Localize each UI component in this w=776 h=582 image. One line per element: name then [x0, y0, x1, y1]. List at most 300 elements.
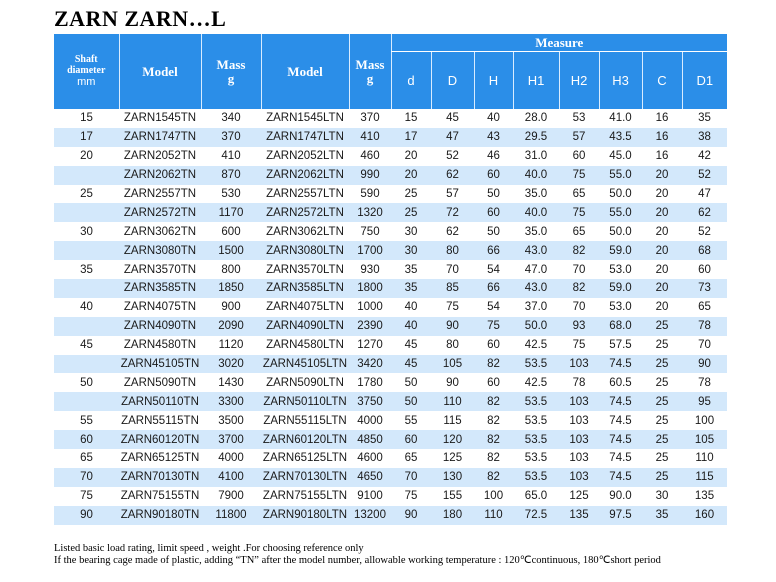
- cell-d: 65: [404, 452, 418, 465]
- cell-h1: 53.5: [513, 392, 559, 411]
- footnotes: [54, 543, 661, 567]
- cell-shaft-diameter: 20: [80, 150, 93, 163]
- cell-h1: 72.5: [513, 506, 559, 525]
- cell-d: 110: [431, 392, 474, 411]
- cell-h: 60: [487, 339, 500, 352]
- cell-mass-l: 4000: [357, 414, 383, 427]
- cell-h3: 74.5: [609, 414, 632, 427]
- cell-mass-l: 9100: [357, 490, 383, 503]
- cell-h: 82: [487, 414, 500, 427]
- cell-h1: 35.0: [524, 225, 548, 238]
- cell-h2: 65: [572, 225, 586, 238]
- table-row: [54, 468, 727, 487]
- header-mass-unit: g: [227, 70, 235, 86]
- cell-d: 180: [431, 506, 474, 525]
- cell-mass: 800: [221, 263, 241, 276]
- header-dim-h3: H3: [599, 52, 642, 110]
- cell-d: 50: [404, 376, 418, 389]
- cell-mass: 530: [221, 188, 241, 200]
- cell-h2: 125: [569, 490, 589, 503]
- cell-h3: 45.0: [609, 150, 632, 163]
- cell-h: 60: [474, 203, 513, 222]
- table-row: [54, 317, 727, 336]
- cell-model: ZARN3570TN: [123, 263, 197, 276]
- cell-h2: 103: [559, 355, 599, 374]
- table-header: [54, 34, 727, 109]
- cell-model-l: ZARN4075LTN: [266, 301, 344, 314]
- cell-mass-l: 1700: [349, 241, 391, 260]
- cell-mass: 1500: [201, 241, 261, 260]
- cell-h1: 53.5: [513, 430, 559, 449]
- table-row: [54, 487, 727, 506]
- cell-h2: 103: [569, 414, 589, 427]
- cell-model: ZARN70130TN: [119, 468, 201, 487]
- cell-d1: 47: [698, 188, 711, 200]
- table-row: [54, 260, 727, 279]
- cell-h2: 78: [572, 376, 586, 389]
- header-shaft-diameter: [54, 34, 119, 109]
- table-row: [54, 373, 727, 392]
- cell-h: 50: [487, 225, 500, 238]
- cell-h: 46: [487, 150, 500, 163]
- table-row: [54, 411, 727, 430]
- cell-h3: 50.0: [609, 188, 632, 200]
- cell-h3: 74.5: [609, 452, 632, 465]
- cell-shaft-diameter: 70: [54, 468, 119, 487]
- cell-mass-l: 13200: [349, 506, 391, 525]
- cell-d1: 52: [698, 225, 711, 238]
- cell-d: 62: [446, 225, 459, 238]
- cell-mass-l: 590: [360, 188, 380, 200]
- cell-h3: 90.0: [609, 490, 632, 503]
- header-shaft-line2: diameter: [67, 65, 106, 76]
- cell-model-l: ZARN2557LTN: [266, 188, 344, 200]
- cell-d1: 160: [682, 506, 727, 525]
- cell-h3: 68.0: [599, 317, 642, 336]
- cell-h2: 70: [572, 263, 586, 276]
- cell-model-l: ZARN70130LTN: [261, 468, 349, 487]
- cell-mass-l: 3750: [349, 392, 391, 411]
- cell-h1: 37.0: [524, 301, 548, 314]
- cell-h2: 103: [559, 430, 599, 449]
- cell-d: 47: [431, 128, 474, 147]
- cell-d: 90: [446, 376, 459, 389]
- cell-h: 40: [487, 112, 500, 125]
- cell-d: 70: [446, 263, 459, 276]
- cell-d1: 95: [682, 392, 727, 411]
- cell-mass-l: 4600: [357, 452, 383, 465]
- cell-mass-l: 460: [360, 150, 380, 163]
- cell-mass: 4100: [201, 468, 261, 487]
- cell-h: 110: [474, 506, 513, 525]
- cell-h1: 29.5: [513, 128, 559, 147]
- cell-shaft-diameter: [54, 317, 119, 336]
- cell-mass: 1120: [218, 339, 244, 352]
- cell-h3: 41.0: [609, 112, 632, 125]
- cell-h2: 82: [559, 279, 599, 298]
- cell-shaft-diameter: [54, 203, 119, 222]
- cell-mass: 1170: [201, 203, 261, 222]
- cell-h2: 103: [559, 392, 599, 411]
- header-dim-c: C: [642, 52, 682, 110]
- cell-d: 45: [404, 339, 418, 352]
- cell-c: 25: [642, 468, 682, 487]
- cell-d: 85: [431, 279, 474, 298]
- cell-d1: 38: [682, 128, 727, 147]
- table-row: [54, 241, 727, 260]
- cell-mass-l: 990: [349, 166, 391, 185]
- cell-model: ZARN65125TN: [120, 452, 200, 465]
- cell-d1: 78: [698, 376, 711, 389]
- cell-shaft-diameter: 35: [80, 263, 93, 276]
- cell-d: 155: [442, 490, 463, 503]
- cell-h2: 135: [559, 506, 599, 525]
- cell-d: 40: [404, 301, 418, 314]
- cell-model-l: ZARN75155LTN: [262, 490, 348, 503]
- header-dim-h1: H1: [513, 52, 559, 110]
- cell-shaft-diameter: 30: [80, 225, 93, 238]
- cell-model-l: ZARN3080LTN: [261, 241, 349, 260]
- cell-h3: 60.5: [609, 376, 632, 389]
- cell-shaft-diameter: 65: [80, 452, 93, 465]
- cell-model-l: ZARN3585LTN: [261, 279, 349, 298]
- header-dim-h2: H2: [559, 52, 599, 110]
- table-row: [54, 203, 727, 222]
- cell-d: 20: [404, 150, 418, 163]
- cell-c: 25: [655, 414, 669, 427]
- table-row: [54, 166, 727, 185]
- cell-h2: 103: [569, 452, 589, 465]
- cell-d: 25: [391, 203, 431, 222]
- cell-d: 25: [404, 188, 418, 200]
- cell-h: 82: [474, 468, 513, 487]
- cell-mass-l: 1800: [349, 279, 391, 298]
- header-mass-label: Mass: [216, 56, 246, 72]
- cell-mass: 340: [221, 112, 241, 125]
- cell-mass-l: 4650: [349, 468, 391, 487]
- cell-d: 72: [431, 203, 474, 222]
- cell-d: 80: [446, 339, 459, 352]
- cell-c: 20: [642, 166, 682, 185]
- cell-c: 16: [655, 112, 669, 125]
- cell-model: ZARN3585TN: [119, 279, 201, 298]
- header-dim-d: D: [431, 52, 474, 110]
- cell-h: 54: [487, 301, 500, 314]
- header-shaft-line1: Shaft: [74, 54, 98, 65]
- cell-d: 20: [391, 166, 431, 185]
- cell-mass-l: 2390: [349, 317, 391, 336]
- cell-h: 43: [474, 128, 513, 147]
- cell-mass: 900: [221, 301, 241, 314]
- cell-model-l: ZARN4090LTN: [261, 317, 349, 336]
- cell-h2: 93: [559, 317, 599, 336]
- cell-d: 115: [443, 414, 462, 427]
- footnote-load-rating: Listed basic load rating, limit speed , weight .For choosing reference only: [54, 543, 364, 554]
- cell-d: 17: [391, 128, 431, 147]
- cell-d1: 115: [682, 468, 727, 487]
- cell-c: 20: [642, 241, 682, 260]
- cell-mass: 3300: [201, 392, 261, 411]
- cell-h: 54: [487, 263, 500, 276]
- header-mass: [201, 34, 261, 109]
- cell-h: 50: [487, 188, 500, 200]
- cell-c: 20: [655, 301, 669, 314]
- cell-h2: 53: [572, 112, 586, 125]
- cell-model-l: ZARN1545LTN: [266, 112, 344, 125]
- cell-d: 45: [446, 112, 459, 125]
- cell-c: 25: [642, 430, 682, 449]
- cell-mass: 2090: [201, 317, 261, 336]
- cell-model-l: ZARN90180LTN: [261, 506, 349, 525]
- cell-h3: 74.5: [599, 468, 642, 487]
- cell-mass: 410: [221, 150, 241, 163]
- cell-h3: 74.5: [599, 392, 642, 411]
- cell-d: 130: [431, 468, 474, 487]
- cell-mass-l: 930: [360, 263, 380, 276]
- cell-model: ZARN3062TN: [123, 225, 197, 238]
- header-model: Model: [119, 34, 201, 109]
- cell-h1: 65.0: [524, 490, 548, 503]
- cell-h1: 43.0: [513, 241, 559, 260]
- cell-d: 50: [391, 392, 431, 411]
- cell-d1: 135: [694, 490, 715, 503]
- cell-mass-l: 1320: [349, 203, 391, 222]
- cell-h2: 60: [572, 150, 586, 163]
- cell-h1: 53.5: [524, 452, 548, 465]
- cell-h2: 75: [572, 339, 586, 352]
- cell-mass: 1850: [201, 279, 261, 298]
- cell-model: ZARN4580TN: [123, 339, 197, 352]
- cell-model: ZARN2062TN: [119, 166, 201, 185]
- cell-shaft-diameter: 75: [80, 490, 93, 503]
- cell-mass-l: 410: [349, 128, 391, 147]
- cell-d1: 68: [682, 241, 727, 260]
- cell-h: 82: [487, 452, 500, 465]
- cell-h3: 57.5: [609, 339, 632, 352]
- cell-shaft-diameter: [54, 355, 119, 374]
- cell-h3: 74.5: [599, 430, 642, 449]
- table-body: [54, 109, 727, 525]
- cell-d: 45: [391, 355, 431, 374]
- cell-c: 25: [642, 392, 682, 411]
- cell-h: 60: [474, 166, 513, 185]
- cell-mass-l: 1000: [357, 301, 383, 314]
- cell-model-l: ZARN50110LTN: [261, 392, 349, 411]
- cell-c: 20: [642, 203, 682, 222]
- cell-shaft-diameter: 55: [80, 414, 93, 427]
- cell-d: 52: [446, 150, 459, 163]
- cell-mass-l: 4850: [349, 430, 391, 449]
- cell-d1: 100: [694, 414, 715, 427]
- cell-mass: 870: [201, 166, 261, 185]
- cell-mass-l: 1270: [357, 339, 383, 352]
- cell-h2: 70: [572, 301, 586, 314]
- table-row: [54, 336, 727, 355]
- cell-shaft-diameter: [54, 166, 119, 185]
- cell-c: 20: [655, 188, 669, 200]
- cell-h: 82: [474, 430, 513, 449]
- cell-h1: 53.5: [513, 355, 559, 374]
- cell-h2: 75: [559, 166, 599, 185]
- cell-h: 82: [474, 392, 513, 411]
- table-row: [54, 298, 727, 317]
- cell-h3: 53.0: [609, 263, 632, 276]
- table-row: [54, 279, 727, 298]
- cell-mass: 1430: [218, 376, 244, 389]
- cell-mass: 370: [201, 128, 261, 147]
- header-dim-h: H: [474, 52, 513, 110]
- cell-model: ZARN4090TN: [119, 317, 201, 336]
- cell-d1: 78: [682, 317, 727, 336]
- cell-mass: 7900: [218, 490, 244, 503]
- table-row: [54, 109, 727, 128]
- cell-h2: 57: [559, 128, 599, 147]
- cell-d1: 65: [698, 301, 711, 314]
- cell-shaft-diameter: [54, 279, 119, 298]
- cell-shaft-diameter: 40: [80, 301, 93, 314]
- header-mass-l-unit: g: [366, 70, 374, 86]
- cell-mass: 3020: [201, 355, 261, 374]
- cell-mass-l: 1780: [357, 376, 383, 389]
- cell-shaft-diameter: [54, 241, 119, 260]
- cell-d: 75: [446, 301, 459, 314]
- cell-h3: 97.5: [599, 506, 642, 525]
- page-title: ZARN ZARN…L: [54, 6, 227, 31]
- cell-d: 15: [404, 112, 418, 125]
- cell-h3: 43.5: [599, 128, 642, 147]
- cell-c: 25: [655, 452, 669, 465]
- cell-h2: 75: [559, 203, 599, 222]
- cell-d: 120: [431, 430, 474, 449]
- cell-d1: 73: [682, 279, 727, 298]
- cell-mass-l: 750: [360, 225, 380, 238]
- cell-model: ZARN75155TN: [120, 490, 200, 503]
- cell-model: ZARN2557TN: [123, 188, 197, 200]
- cell-d1: 70: [698, 339, 711, 352]
- cell-model: ZARN60120TN: [119, 430, 201, 449]
- cell-h: 100: [483, 490, 504, 503]
- cell-model-l: ZARN3570LTN: [266, 263, 344, 276]
- cell-d1: 35: [698, 112, 711, 125]
- cell-h2: 103: [559, 468, 599, 487]
- cell-model: ZARN90180TN: [119, 506, 201, 525]
- table-row: [54, 355, 727, 374]
- cell-h1: 40.0: [513, 203, 559, 222]
- cell-mass: 11800: [201, 506, 261, 525]
- cell-model: ZARN3080TN: [119, 241, 201, 260]
- cell-d1: 60: [698, 263, 711, 276]
- cell-model: ZARN50110TN: [119, 392, 201, 411]
- cell-model: ZARN1545TN: [123, 112, 197, 125]
- cell-model-l: ZARN60120LTN: [261, 430, 349, 449]
- cell-model-l: ZARN55115LTN: [263, 414, 347, 427]
- cell-h2: 82: [559, 241, 599, 260]
- cell-h3: 55.0: [599, 166, 642, 185]
- cell-h3: 50.0: [609, 225, 632, 238]
- cell-h3: 53.0: [609, 301, 632, 314]
- cell-model-l: ZARN4580LTN: [266, 339, 344, 352]
- cell-h1: 40.0: [513, 166, 559, 185]
- cell-d: 35: [391, 279, 431, 298]
- cell-h: 82: [474, 355, 513, 374]
- cell-mass: 3700: [201, 430, 261, 449]
- cell-c: 16: [655, 150, 669, 163]
- cell-model: ZARN5090TN: [123, 376, 197, 389]
- cell-shaft-diameter: 90: [54, 506, 119, 525]
- cell-h1: 53.5: [524, 414, 548, 427]
- cell-d: 70: [391, 468, 431, 487]
- cell-h1: 50.0: [513, 317, 559, 336]
- cell-model: ZARN2052TN: [123, 150, 197, 163]
- cell-d: 105: [431, 355, 474, 374]
- cell-shaft-diameter: 60: [54, 430, 119, 449]
- table-row: [54, 430, 727, 449]
- cell-h1: 28.0: [524, 112, 548, 125]
- header-model-l: Model: [261, 34, 349, 109]
- cell-model: ZARN55115TN: [121, 414, 199, 427]
- header-dim-d1: D1: [682, 52, 727, 110]
- cell-model: ZARN4075TN: [123, 301, 197, 314]
- cell-c: 25: [642, 317, 682, 336]
- cell-h1: 53.5: [513, 468, 559, 487]
- cell-d: 90: [431, 317, 474, 336]
- cell-d1: 110: [695, 452, 714, 465]
- cell-d1: 105: [682, 430, 727, 449]
- cell-d: 60: [391, 430, 431, 449]
- cell-shaft-diameter: 50: [80, 376, 93, 389]
- cell-model-l: ZARN1747LTN: [261, 128, 349, 147]
- cell-h: 60: [487, 376, 500, 389]
- cell-d1: 52: [682, 166, 727, 185]
- cell-model-l: ZARN2062LTN: [261, 166, 349, 185]
- cell-shaft-diameter: 45: [80, 339, 93, 352]
- table-row: [54, 185, 727, 204]
- cell-shaft-diameter: 17: [54, 128, 119, 147]
- header-shaft-unit: mm: [77, 76, 96, 88]
- cell-h3: 59.0: [599, 241, 642, 260]
- table-row: [54, 128, 727, 147]
- cell-mass: 600: [221, 225, 241, 238]
- cell-model-l: ZARN2052LTN: [266, 150, 344, 163]
- cell-mass-l: 370: [360, 112, 380, 125]
- cell-d1: 42: [698, 150, 711, 163]
- cell-mass-l: 3420: [349, 355, 391, 374]
- cell-h3: 74.5: [599, 355, 642, 374]
- cell-model-l: ZARN2572LTN: [261, 203, 349, 222]
- cell-c: 25: [655, 376, 669, 389]
- cell-d1: 62: [682, 203, 727, 222]
- footnote-cage-material: If the bearing cage made of plastic, adding “TN” after the model number, allowable working temperature : 120℃continuous, 180℃short period: [54, 555, 661, 566]
- cell-h1: 47.0: [524, 263, 548, 276]
- cell-c: 25: [642, 355, 682, 374]
- cell-h2: 65: [572, 188, 586, 200]
- cell-model: ZARN1747TN: [119, 128, 201, 147]
- cell-c: 35: [642, 506, 682, 525]
- cell-h1: 43.0: [513, 279, 559, 298]
- cell-model-l: ZARN3062LTN: [266, 225, 344, 238]
- table-row: [54, 506, 727, 525]
- cell-shaft-diameter: 15: [80, 112, 93, 125]
- cell-model-l: ZARN45105LTN: [261, 355, 349, 374]
- cell-shaft-diameter: [54, 392, 119, 411]
- cell-c: 20: [642, 279, 682, 298]
- cell-h1: 35.0: [524, 188, 548, 200]
- cell-model: ZARN45105TN: [119, 355, 201, 374]
- cell-c: 20: [655, 225, 669, 238]
- cell-d: 90: [391, 506, 431, 525]
- cell-d: 55: [404, 414, 418, 427]
- header-dim-d: d: [391, 52, 431, 110]
